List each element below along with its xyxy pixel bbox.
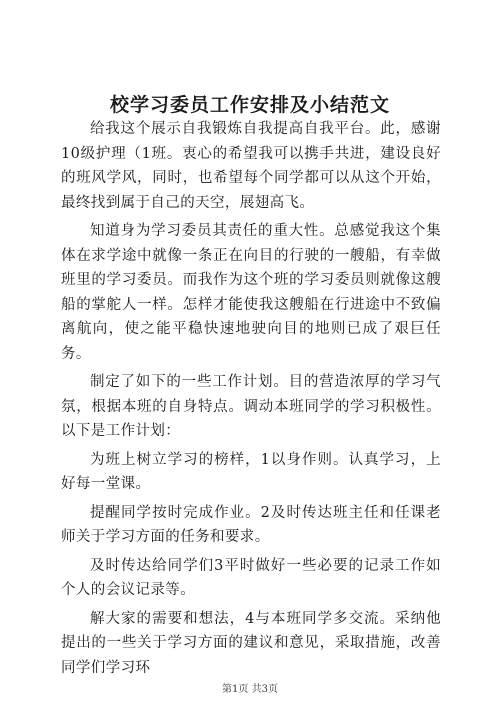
paragraph: 给我这个展示自我锻炼自我提高自我平台。此，感谢10级护理（1班。衷心的希望我可以携手共进，建设良好的班风学风，同时，也希望每个同学都可以从这个开始，最终找到属于自己的天空，展翅高飞。 [61, 121, 441, 211]
paragraph: 解大家的需要和想法，4与本班同学多交流。采纳他提出的一些关于学习方面的建议和意见，采取措施，改善同学们学习环 [61, 610, 441, 676]
paragraph: 知道身为学习委员其责任的重大性。总感觉我这个集体在求学途中就像一条正在向目的行驶的一艘船，有幸做班里的学习委员。而我作为这个班的学习委员则就像这艘船的掌舵人一样。怎样才能使我这艘船在行进途中不致偏离航向，使之能平稳快速地驶向目的地则已成了艰巨任务。 [61, 223, 441, 362]
paragraph: 为班上树立学习的榜样，1以身作则。认真学习，上好每一堂课。 [61, 451, 441, 492]
paragraph: 制定了如下的一些工作计划。目的营造浓厚的学习气氛，根据本班的自身特点。调动本班同学的学习积极性。以下是工作计划： [61, 374, 441, 439]
paragraph: 提醒同学按时完成作业。2及时传达班主任和任课老师关于学习方面的任务和要求。 [61, 504, 441, 545]
paragraph: 及时传达给同学们3平时做好一些必要的记录工作如个人的会议记录等。 [61, 557, 441, 598]
document-title: 校学习委员工作安排及小结范文 [109, 94, 390, 116]
document-body [61, 117, 441, 684]
page-footer: 第1页 共3页 [222, 684, 278, 695]
